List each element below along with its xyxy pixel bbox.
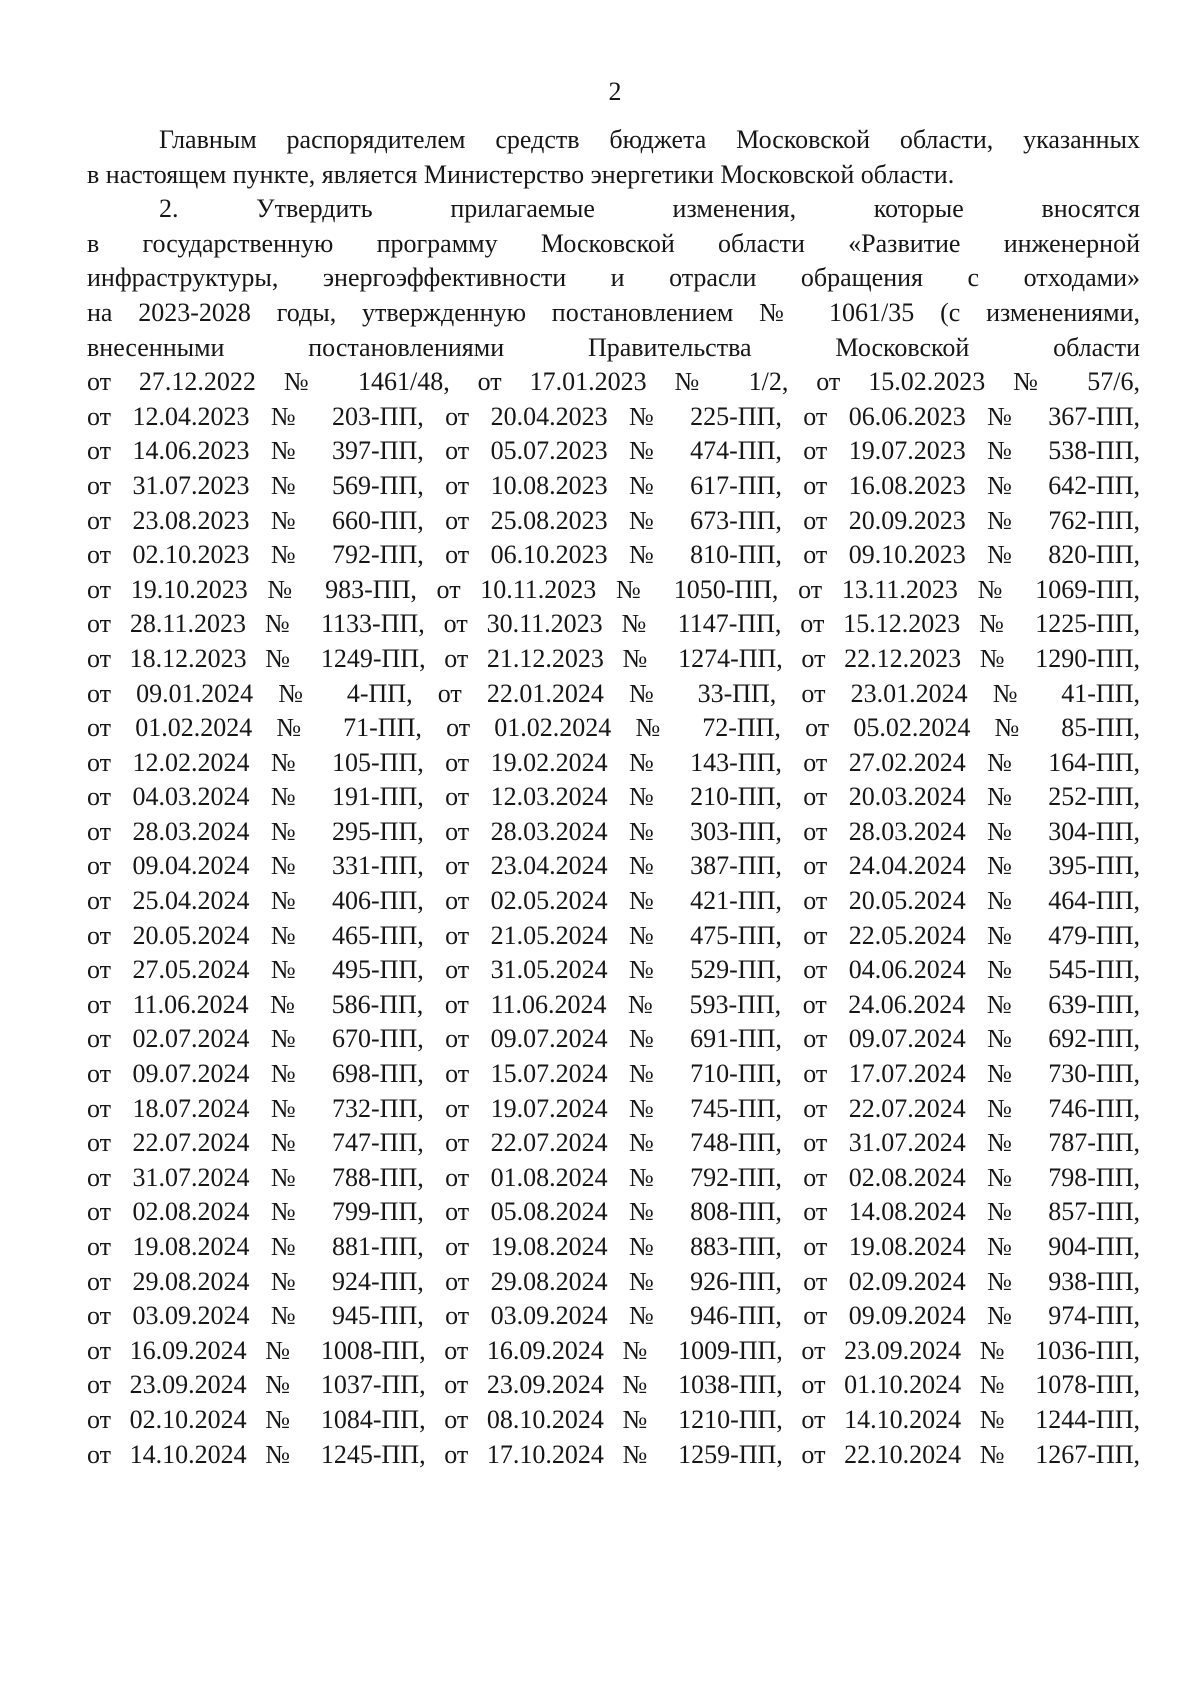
paragraph-2-line: от 09.07.2024 № 698-ПП, от 15.07.2024 № 710-ПП, от 17.07.2024 № 730-ПП, <box>87 1059 1140 1089</box>
paragraph-2-line <box>87 1541 1140 1576</box>
paragraph-2-line: от 14.10.2024 № 1245-ПП, от 17.10.2024 № 1259-ПП, от 22.10.2024 № 1267-ПП, <box>87 1439 1140 1469</box>
paragraph-2-line: внесенными постановлениями Правительства Московской области <box>87 332 1140 362</box>
paragraph-2-line: от 02.10.2024 № 1084-ПП, от 08.10.2024 № 1210-ПП, от 14.10.2024 № 1244-ПП, <box>87 1404 1140 1434</box>
paragraph-2-line: от 04.03.2024 № 191-ПП, от 12.03.2024 № 210-ПП, от 20.03.2024 № 252-ПП, <box>87 782 1140 812</box>
paragraph-2-line <box>87 1576 1140 1611</box>
paragraph-2-line: от 01.02.2024 № 71-ПП, от 01.02.2024 № 72-ПП, от 05.02.2024 № 85-ПП, <box>87 713 1140 743</box>
paragraph-1-line: в настоящем пункте, является Министерство энергетики Московской области. <box>87 159 955 189</box>
paragraph-2-line: от 29.08.2024 № 924-ПП, от 29.08.2024 № 926-ПП, от 02.09.2024 № 938-ПП, <box>87 1266 1140 1296</box>
paragraph-2-line: от 27.12.2022 № 1461/48, от 17.01.2023 № 1/2, от 15.02.2023 № 57/6, <box>87 367 1140 397</box>
paragraph-2-line: от 25.04.2024 № 406-ПП, от 02.05.2024 № 421-ПП, от 20.05.2024 № 464-ПП, <box>87 886 1140 916</box>
paragraph-2-line: от 12.02.2024 № 105-ПП, от 19.02.2024 № 143-ПП, от 27.02.2024 № 164-ПП, <box>87 747 1140 777</box>
paragraph-2-line: от 02.10.2023 № 792-ПП, от 06.10.2023 № 810-ПП, от 09.10.2023 № 820-ПП, <box>87 540 1140 570</box>
paragraph-2-line: от 22.07.2024 № 747-ПП, от 22.07.2024 № 748-ПП, от 31.07.2024 № 787-ПП, <box>87 1128 1140 1158</box>
paragraph-2-line <box>87 1507 1140 1542</box>
paragraph-2-line: от 31.07.2023 № 569-ПП, от 10.08.2023 № 617-ПП, от 16.08.2023 № 642-ПП, <box>87 470 1140 500</box>
paragraph-2-line: от 19.10.2023 № 983-ПП, от 10.11.2023 № 1050-ПП, от 13.11.2023 № 1069-ПП, <box>87 574 1140 604</box>
paragraph-2-line <box>87 1472 1140 1507</box>
paragraph-2-line: в государственную программу Московской области «Развитие инженерной <box>87 228 1140 258</box>
document-body <box>87 123 1140 1611</box>
paragraph-2-line: от 23.08.2023 № 660-ПП, от 25.08.2023 № 673-ПП, от 20.09.2023 № 762-ПП, <box>87 505 1140 535</box>
paragraph-2-line: от 27.05.2024 № 495-ПП, от 31.05.2024 № 529-ПП, от 04.06.2024 № 545-ПП, <box>87 955 1140 985</box>
paragraph-2-line: от 02.07.2024 № 670-ПП, от 09.07.2024 № 691-ПП, от 09.07.2024 № 692-ПП, <box>87 1024 1140 1054</box>
paragraph-2-line: от 02.08.2024 № 799-ПП, от 05.08.2024 № 808-ПП, от 14.08.2024 № 857-ПП, <box>87 1197 1140 1227</box>
paragraph-2-line: от 09.04.2024 № 331-ПП, от 23.04.2024 № 387-ПП, от 24.04.2024 № 395-ПП, <box>87 851 1140 881</box>
paragraph-2-line: на 2023-2028 годы, утвержденную постановлением № 1061/35 (с изменениями, <box>87 297 1140 327</box>
paragraph-2-line: от 31.07.2024 № 788-ПП, от 01.08.2024 № 792-ПП, от 02.08.2024 № 798-ПП, <box>87 1162 1140 1192</box>
paragraph-2-line: от 03.09.2024 № 945-ПП, от 03.09.2024 № 946-ПП, от 09.09.2024 № 974-ПП, <box>87 1301 1140 1331</box>
paragraph-2-line: от 09.01.2024 № 4-ПП, от 22.01.2024 № 33-ПП, от 23.01.2024 № 41-ПП, <box>87 678 1140 708</box>
paragraph-2-line: инфраструктуры, энергоэффективности и отрасли обращения с отходами» <box>87 263 1140 293</box>
paragraph-2-line: от 28.11.2023 № 1133-ПП, от 30.11.2023 № 1147-ПП, от 15.12.2023 № 1225-ПП, <box>87 609 1140 639</box>
paragraph-2-line: от 18.07.2024 № 732-ПП, от 19.07.2024 № 745-ПП, от 22.07.2024 № 746-ПП, <box>87 1093 1140 1123</box>
paragraph-2-line: 2. Утвердить прилагаемые изменения, которые вносятся <box>159 194 1140 224</box>
paragraph-2-line: от 16.09.2024 № 1008-ПП, от 16.09.2024 № 1009-ПП, от 23.09.2024 № 1036-ПП, <box>87 1335 1140 1365</box>
paragraph-2-line: от 11.06.2024 № 586-ПП, от 11.06.2024 № 593-ПП, от 24.06.2024 № 639-ПП, <box>87 989 1140 1019</box>
paragraph-2-line: от 19.08.2024 № 881-ПП, от 19.08.2024 № 883-ПП, от 19.08.2024 № 904-ПП, <box>87 1232 1140 1261</box>
paragraph-2-line: от 12.04.2023 № 203-ПП, от 20.04.2023 № 225-ПП, от 06.06.2023 № 367-ПП, <box>87 401 1140 431</box>
paragraph-1-line: Главным распорядителем средств бюджета Московской области, указанных <box>159 125 1140 154</box>
paragraph-2-line: от 18.12.2023 № 1249-ПП, от 21.12.2023 № 1274-ПП, от 22.12.2023 № 1290-ПП, <box>87 643 1140 673</box>
paragraph-2-line: от 14.06.2023 № 397-ПП, от 05.07.2023 № 474-ПП, от 19.07.2023 № 538-ПП, <box>87 436 1140 466</box>
paragraph-2-line: от 28.03.2024 № 295-ПП, от 28.03.2024 № 303-ПП, от 28.03.2024 № 304-ПП, <box>87 816 1140 846</box>
paragraph-2-line: от 20.05.2024 № 465-ПП, от 21.05.2024 № 475-ПП, от 22.05.2024 № 479-ПП, <box>87 920 1140 950</box>
paragraph-2-line: от 23.09.2024 № 1037-ПП, от 23.09.2024 № 1038-ПП, от 01.10.2024 № 1078-ПП, <box>87 1370 1140 1400</box>
page-number: 2 <box>608 77 622 106</box>
